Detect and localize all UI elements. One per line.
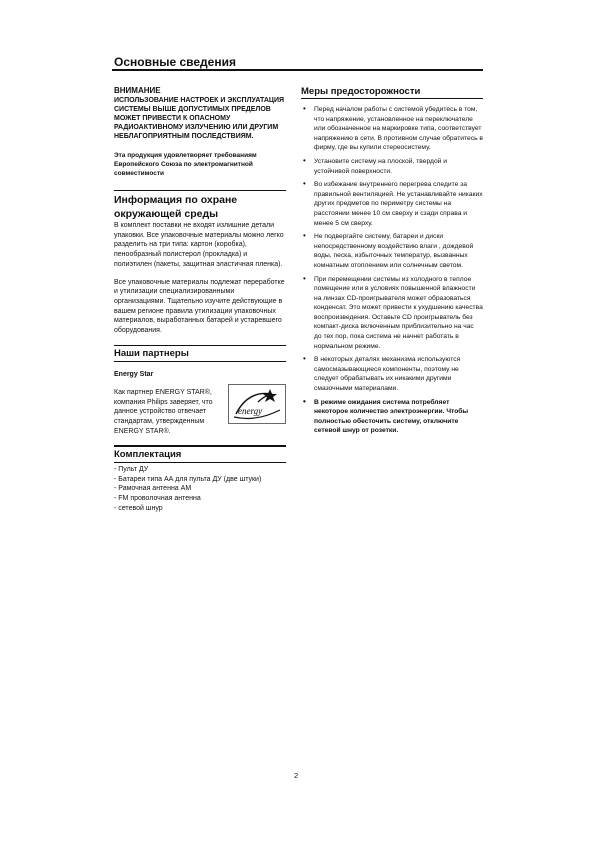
left-column [114,86,286,513]
list-item: • Не подвергайте систему, батареи и диски непосредственному воздействию влаги , дождевой воды, песка, избыточных температур, вызванных комнатным отоплением или солнечным светом. [303,231,474,269]
list-item: • Перед началом работы с системой убедитесь в том, что напряжение, установленное на переключателе или обозначенное на маркировке типа, соответствует напряжению в сети. В противном случае обратитесь в фирму, где вы купили стереосистему. [303,104,483,152]
bullet-icon: • [303,354,306,364]
environment-paragraph-2: Все упаковочные материалы подлежат переработке и утилизации специализированными организациями. Тщательно изучите действующие в вашем регионе правила утилизации упаковочных материалов, выработанных батарей и устаревшего оборудования. [114,278,285,335]
energy-star-text: Как партнер ENERGY STAR®, компания Philips заверяет, что данное устройство отвечает стандартам, утвержденным ENERGY STAR®. [114,388,213,435]
title-divider [112,69,483,71]
list-item: - Батареи типа АА для пульта ДУ (две штуки) [114,475,262,483]
precautions-title: Меры предосторожности [301,86,421,97]
section-divider [114,445,286,447]
environment-title: Информация по охране окружающей среды [114,194,238,221]
list-item: • Во избежание внутреннего перегрева следите за правильной вентиляцией. Не устанавливайте никаких других предметов по периметру системы на расстоянии менее 10 см сверху и сзади справа и менее 5 см сверху. [303,179,483,227]
section-divider [114,345,286,347]
precautions-list [301,105,483,436]
page-title: Основные сведения [114,55,236,69]
list-item: • Установите систему на плоской, твердой и устойчивой поверхности. [303,155,448,175]
page-number: 2 [294,771,299,780]
list-item: • В режиме ожидания система потребляет некоторое количество электроэнергии. Чтобы полностью обесточить систему, отключите сетевой шнур от розетки. [303,396,469,435]
environment-paragraph-1: В комплект поставки не входят излишние детали упаковки. Все упаковочные материалы можно легко разделить на три типа: картон (коробка), пенообразный полистерол (прокладка) и полиэтилен (пакеты, защитная эластичная пленка). [114,222,284,268]
warning-title: ВНИМАНИЕ [114,86,161,95]
list-item: • В некоторых деталях механизма используются самосмазывающиеся компоненты, поэтому не следует обрабатывать их никакими другими смазочными материалами. [303,354,461,393]
bullet-icon: • [303,273,306,283]
energy-star-subtitle: Energy Star [114,371,154,379]
bullet-icon: • [303,231,306,241]
list-item: - FM проволочная антенна [114,495,201,503]
bullet-icon: • [303,104,306,113]
energy-star-logo [228,384,286,424]
bullet-icon: • [303,396,306,406]
list-item: • При перемещении системы из холодного в теплое помещение или в условиях повышенной влажности на линзах CD-проигрывателя может образоваться конденсат. Это может привести к ухудшению качества воспроизведения. Оставьте CD проигрыватель без компакт-диска включенным приблизительно на час до тех пор, пока система не начнет работать в нормальном режиме. [303,273,483,350]
eu-compliance-text: Эта продукция удовлетворяет требованиям Европейского Союза по электромагнитной совместимости [114,151,257,177]
partners-title: Наши партнеры [114,348,189,360]
list-item: - Пульт ДУ [114,465,149,473]
list-item: - сетевой шнур [114,504,163,512]
section-divider [114,190,286,192]
right-column [301,86,483,440]
bullet-icon: • [303,179,306,189]
section-divider [301,98,483,99]
section-divider [114,462,286,463]
bullet-icon: • [303,155,306,165]
contents-title: Комплектация [114,448,182,460]
svg-text:energy: energy [238,406,263,417]
section-divider [114,361,286,362]
contents-list [114,465,286,514]
energy-star-block [114,370,286,436]
list-item: - Рамочная антенна АМ [114,485,192,493]
warning-body: ИСПОЛЬЗОВАНИЕ НАСТРОЕК И ЭКСПЛУАТАЦИЯ СИСТЕМЫ ВЫШЕ ДОПУСТИМЫХ ПРЕДЕЛОВ МОЖЕТ ПРИВЕСТИ К ОПАСНОМУ РАДИОАКТИВНОМУ ИЗЛУЧЕНИЮ ИЛИ ДРУГИМ НЕБЛАГОПРИЯТНЫМ ПОСЛЕДСТВИЯМ. [114,96,285,141]
